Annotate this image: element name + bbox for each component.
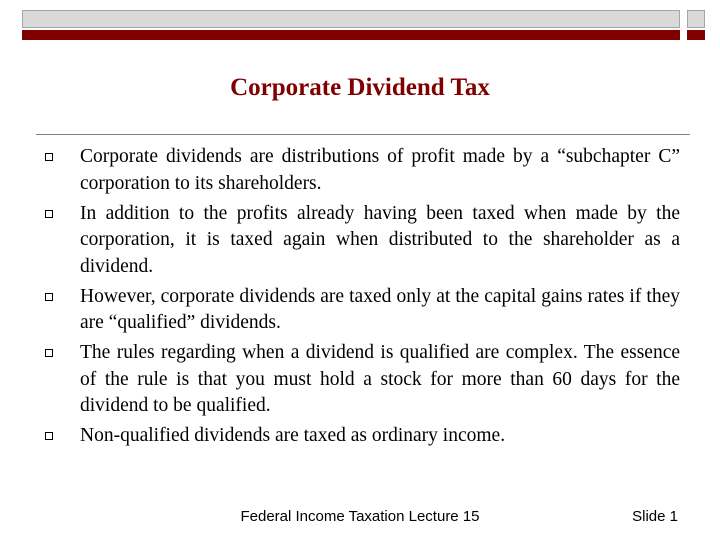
hollow-square-bullet-icon (45, 293, 53, 301)
bullet-text: The rules regarding when a dividend is qualified are complex. The essence of the rule is that you must hold a stock for more than 60 days for the dividend to be qualified. (80, 342, 680, 416)
bullet-list (40, 144, 680, 453)
bullet-text: However, corporate dividends are taxed only at the capital gains rates if they are “qualified” dividends. (80, 285, 680, 333)
bullet-item (40, 144, 680, 197)
hollow-square-bullet-icon (45, 210, 53, 218)
bullet-item (40, 340, 680, 420)
bullet-item (40, 423, 680, 450)
bullet-text: Corporate dividends are distributions of profit made by a “subchapter C” corporation to its shareholders. (80, 146, 680, 194)
bullet-text: Non-qualified dividends are taxed as ordinary income. (80, 425, 506, 446)
bullet-text: In addition to the profits already having been taxed when made by the corporation, it is taxed again when distributed to the shareholder as a dividend. (80, 202, 680, 277)
hollow-square-bullet-icon (45, 153, 53, 161)
title-divider (36, 134, 690, 135)
bullet-item (40, 284, 680, 337)
footer-lecture-title: Federal Income Taxation Lecture 15 (240, 508, 480, 525)
hollow-square-bullet-icon (45, 349, 53, 357)
top-gray-bar (22, 10, 680, 28)
hollow-square-bullet-icon (45, 432, 53, 440)
slide-number: Slide 1 (632, 508, 678, 525)
top-red-bar (22, 30, 680, 40)
top-gray-square (687, 10, 705, 28)
slide-title: Corporate Dividend Tax (230, 74, 490, 101)
top-red-square (687, 30, 705, 40)
bullet-item (40, 201, 680, 281)
